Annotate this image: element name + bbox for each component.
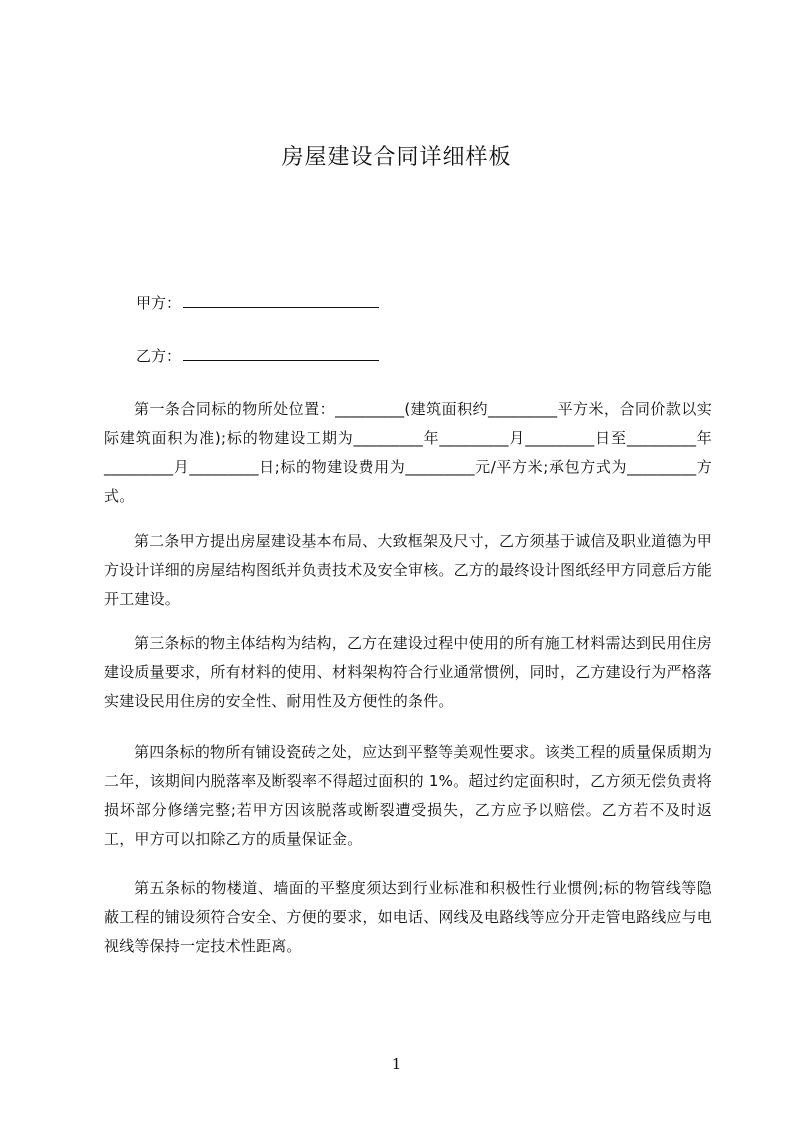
party-b-label: 乙方： <box>136 347 182 365</box>
party-a-blank <box>183 293 379 308</box>
clause-1: 第一条合同标的物所处位置：_________(建筑面积约_________平方米，合同价款以实际建筑面积为准);标的物建设工期为_________年_________月_________日至_________年_________月_________日;标的物建设费用为_________元/平方米;承包方式为_________方式。 <box>104 400 712 505</box>
page-number: 1 <box>391 1055 402 1073</box>
party-a-line <box>136 292 379 313</box>
clause-2: 第二条甲方提出房屋建设基本布局、大致框架及尺寸，乙方须基于诚信及职业道德为甲方设计详细的房屋结构图纸并负责技术及安全审核。乙方的最终设计图纸经甲方同意后方能开工建设。 <box>104 532 713 608</box>
party-a-label: 甲方： <box>136 294 182 312</box>
document-title: 房屋建设合同详细样板 <box>281 145 512 170</box>
party-b-blank <box>183 346 379 361</box>
clause-4: 第四条标的物所有铺设瓷砖之处，应达到平整等美观性要求。该类工程的质量保质期为二年，该期间内脱落率及断裂率不得超过面积的 1%。超过约定面积时，乙方须无偿负责将损坏部分修缮完整;若甲方因该脱落或断裂遭受损失，乙方应予以赔偿。乙方若不及时返工，甲方可以扣除乙方的质量保证金。 <box>104 743 712 848</box>
party-b-line <box>136 345 379 366</box>
clause-5: 第五条标的物楼道、墙面的平整度须达到行业标准和积极性行业惯例;标的物管线等隐蔽工程的铺设须符合安全、方便的要求，如电话、网线及电路线等应分开走管电路线应与电视线等保持一定技术性距离。 <box>104 879 713 955</box>
clause-3: 第三条标的物主体结构为结构，乙方在建设过程中使用的所有施工材料需达到民用住房建设质量要求，所有材料的使用、材料架构符合行业通常惯例，同时，乙方建设行为严格落实建设民用住房的安全性、耐用性及方便性的条件。 <box>104 634 713 710</box>
